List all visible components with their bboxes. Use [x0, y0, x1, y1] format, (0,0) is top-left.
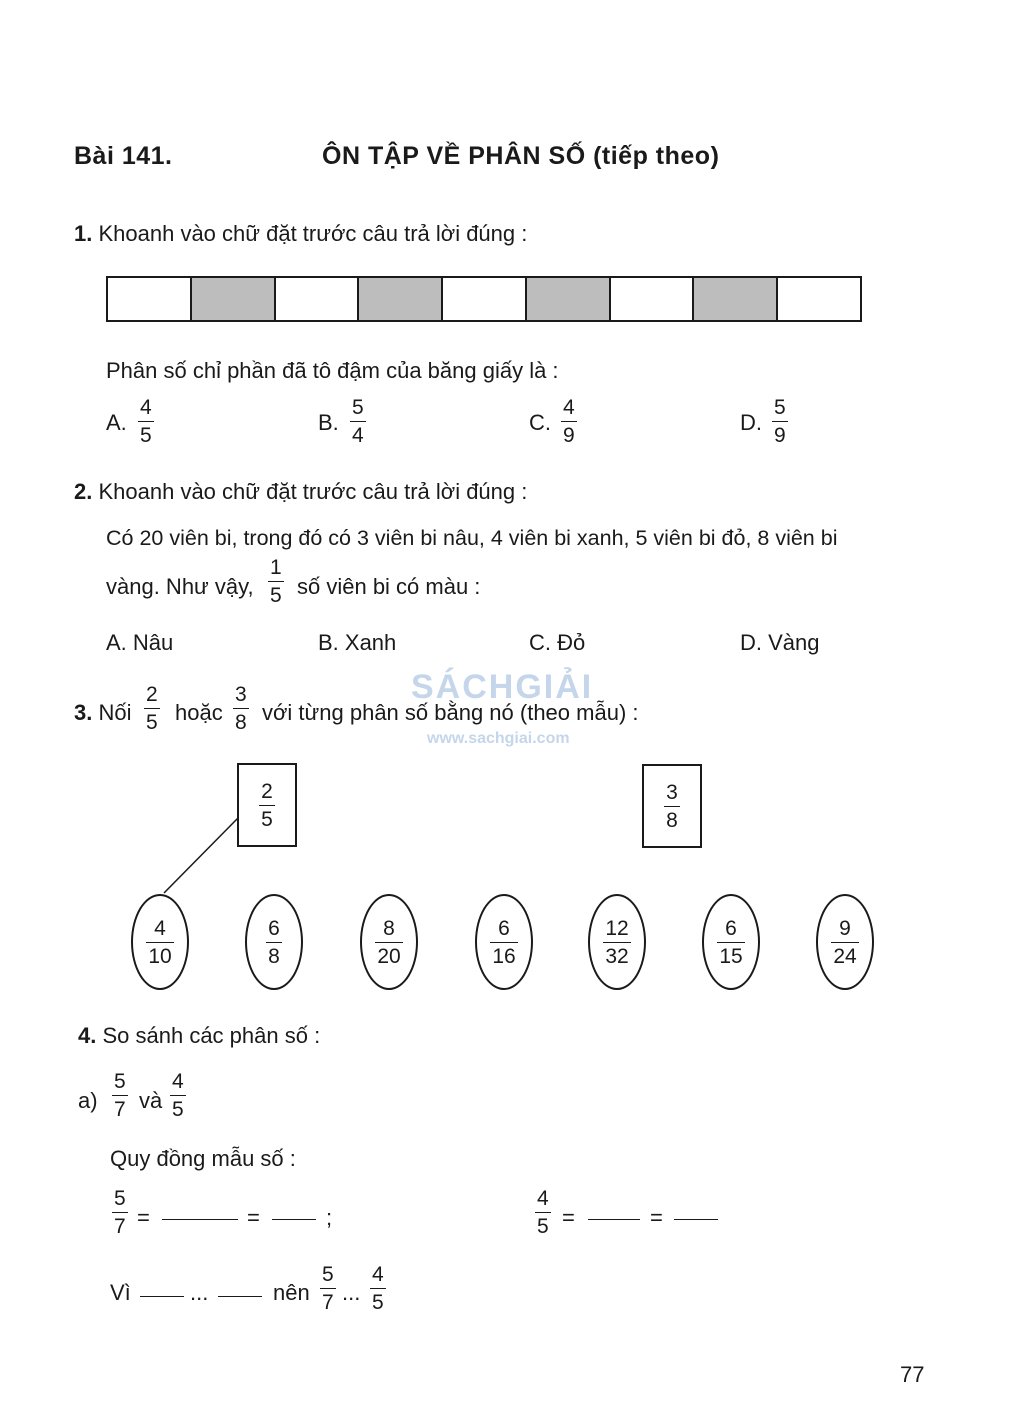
q1-prompt-text: Khoanh vào chữ đặt trước câu trả lời đúng : — [98, 221, 528, 246]
oval-fraction-value — [717, 918, 744, 967]
answer-blank[interactable] — [674, 1219, 718, 1220]
q1-option-c-letter[interactable]: C. — [529, 410, 551, 435]
denominator: 9 — [563, 424, 575, 447]
numerator: 1 — [270, 556, 282, 579]
oval-fraction[interactable] — [702, 894, 760, 990]
denominator: 9 — [774, 424, 786, 447]
numerator: 3 — [235, 683, 247, 706]
denominator: 16 — [492, 944, 516, 968]
numerator: 5 — [774, 396, 786, 419]
q2-number: 2. — [74, 479, 93, 504]
answer-blank[interactable] — [218, 1296, 262, 1297]
comparison-dots[interactable]: ... — [190, 1280, 209, 1305]
q4-instruction: Quy đồng mẫu số : — [110, 1146, 296, 1171]
denominator: 5 — [372, 1291, 384, 1314]
q4-and: và — [139, 1088, 163, 1113]
numerator: 8 — [383, 916, 395, 940]
equals-sign: = — [650, 1205, 663, 1230]
oval-fraction-value — [603, 918, 630, 967]
comparison-dots[interactable]: ... — [342, 1280, 361, 1305]
semicolon: ; — [326, 1205, 333, 1230]
equals-sign: = — [137, 1205, 150, 1230]
denominator: 7 — [114, 1098, 126, 1121]
oval-fraction[interactable] — [475, 894, 533, 990]
q4-eq-left-fraction — [112, 1188, 128, 1237]
numerator: 4 — [563, 396, 575, 419]
denominator: 8 — [268, 944, 280, 968]
denominator: 4 — [352, 424, 364, 447]
oval-fraction[interactable] — [816, 894, 874, 990]
equals-sign: = — [562, 1205, 575, 1230]
target-box-right[interactable] — [642, 764, 702, 848]
denominator: 8 — [666, 808, 678, 832]
oval-fraction-value — [375, 918, 402, 967]
oval-fraction[interactable] — [131, 894, 189, 990]
numerator: 6 — [725, 916, 737, 940]
denominator: 20 — [377, 944, 401, 968]
q2-option-a[interactable]: A. Nâu — [106, 630, 174, 655]
q4-conclusion-fraction-2 — [370, 1264, 386, 1313]
answer-blank[interactable] — [588, 1219, 640, 1220]
denominator: 8 — [235, 711, 247, 734]
q2-prompt-text: Khoanh vào chữ đặt trước câu trả lời đúng : — [98, 479, 528, 504]
oval-fraction[interactable] — [245, 894, 303, 990]
denominator: 32 — [605, 944, 629, 968]
oval-fraction-value — [146, 918, 173, 967]
target-fraction-left — [259, 781, 275, 830]
q4-fraction-2 — [170, 1071, 186, 1120]
watermark-logo: SÁCHGIẢI — [411, 668, 594, 706]
numerator: 4 — [140, 396, 152, 419]
denominator: 24 — [833, 944, 857, 968]
numerator: 3 — [666, 780, 678, 804]
numerator: 6 — [268, 916, 280, 940]
q4-vi: Vì — [110, 1280, 131, 1305]
q3-text-a: Nối — [98, 700, 132, 725]
denominator: 5 — [140, 424, 152, 447]
denominator: 10 — [148, 944, 172, 968]
target-box-left[interactable] — [237, 763, 297, 847]
page-number: 77 — [900, 1362, 925, 1387]
q4-fraction-1 — [112, 1071, 128, 1120]
q1-option-d-letter[interactable]: D. — [740, 410, 762, 435]
equals-sign: = — [247, 1205, 260, 1230]
q4-conclusion-fraction-1 — [320, 1264, 336, 1313]
numerator: 9 — [839, 916, 851, 940]
answer-blank[interactable] — [140, 1296, 184, 1297]
lesson-number: Bài 141. — [74, 142, 173, 170]
q3-number: 3. — [74, 700, 93, 725]
answer-blank[interactable] — [162, 1219, 238, 1220]
denominator: 5 — [270, 584, 282, 607]
numerator: 2 — [146, 683, 158, 706]
q2-line1: Có 20 viên bi, trong đó có 3 viên bi nâu, 4 viên bi xanh, 5 viên bi đỏ, 8 viên bi — [106, 526, 838, 550]
q4-prompt — [78, 1023, 320, 1049]
numerator: 5 — [114, 1070, 126, 1093]
q4-part-a-label: a) — [78, 1088, 98, 1113]
numerator: 5 — [352, 396, 364, 419]
target-fraction-right — [664, 782, 680, 831]
q3-text-b: hoặc — [175, 700, 223, 725]
lesson-title: ÔN TẬP VỀ PHÂN SỐ (tiếp theo) — [322, 142, 720, 170]
q4-prompt-text: So sánh các phân số : — [102, 1023, 321, 1048]
q4-number: 4. — [78, 1023, 97, 1048]
q2-option-c[interactable]: C. Đỏ — [529, 630, 586, 655]
numerator: 4 — [372, 1263, 384, 1286]
numerator: 4 — [154, 916, 166, 940]
oval-fraction-value — [266, 918, 282, 967]
denominator: 5 — [146, 711, 158, 734]
q2-option-d[interactable]: D. Vàng — [740, 630, 820, 655]
numerator: 4 — [172, 1070, 184, 1093]
oval-fraction[interactable] — [360, 894, 418, 990]
watermark-url: www.sachgiai.com — [427, 730, 570, 747]
oval-fraction-value — [490, 918, 517, 967]
oval-fraction-value — [831, 918, 858, 967]
denominator: 5 — [172, 1098, 184, 1121]
q2-line2b: số viên bi có màu : — [297, 574, 481, 599]
numerator: 12 — [605, 916, 629, 940]
q1-option-a-letter[interactable]: A. — [106, 410, 127, 435]
numerator: 5 — [114, 1187, 126, 1210]
q4-eq-right-fraction — [535, 1188, 551, 1237]
q1-option-b-letter[interactable]: B. — [318, 410, 339, 435]
denominator: 5 — [261, 807, 273, 831]
numerator: 6 — [498, 916, 510, 940]
denominator: 7 — [322, 1291, 334, 1314]
oval-fraction[interactable] — [588, 894, 646, 990]
q4-nen: nên — [273, 1280, 310, 1305]
numerator: 4 — [537, 1187, 549, 1210]
denominator: 15 — [719, 944, 743, 968]
q2-option-b[interactable]: B. Xanh — [318, 630, 397, 655]
q3-text-c: với từng phân số bằng nó (theo mẫu) : — [262, 700, 639, 725]
numerator: 2 — [261, 779, 273, 803]
q1-question: Phân số chỉ phần đã tô đậm của băng giấy là : — [106, 358, 559, 383]
q2-line2a: vàng. Như vậy, — [106, 574, 254, 599]
q1-number: 1. — [74, 221, 93, 246]
answer-blank[interactable] — [272, 1219, 316, 1220]
numerator: 5 — [322, 1263, 334, 1286]
denominator: 7 — [114, 1215, 126, 1238]
denominator: 5 — [537, 1215, 549, 1238]
